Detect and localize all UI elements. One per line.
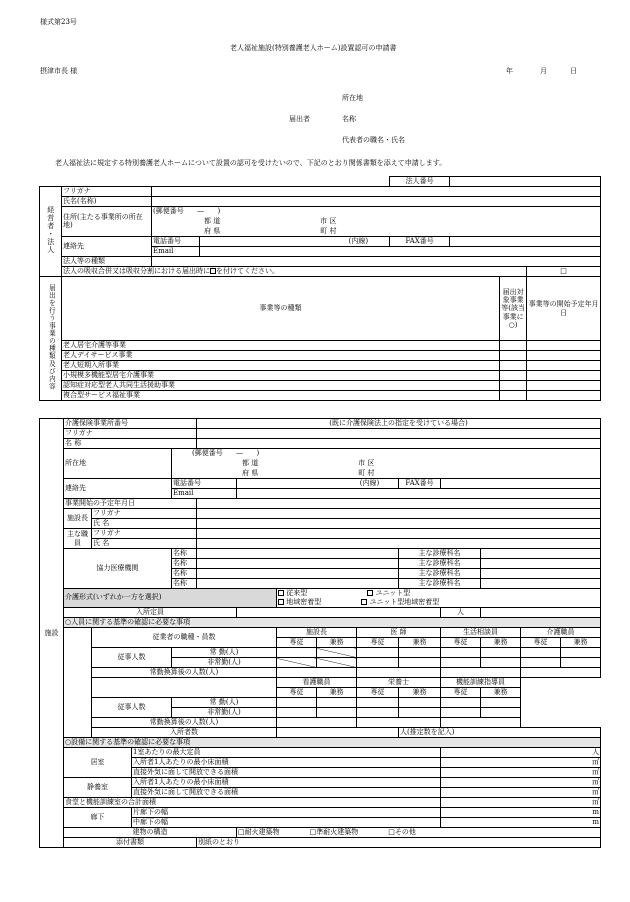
biz-start-cell[interactable] <box>527 371 601 381</box>
room-window-field[interactable]: ㎡ <box>441 768 601 778</box>
fte-cell[interactable] <box>277 668 357 678</box>
col-senju: 専従 <box>357 638 399 648</box>
head-name-label: 氏 名 <box>92 519 197 529</box>
capacity-unit: 人 <box>441 608 481 618</box>
head-label: 施設長 <box>64 509 92 529</box>
job-head: 栄養士 <box>357 678 441 688</box>
fte-cell[interactable] <box>521 668 601 678</box>
coop-name-label: 名称 <box>172 579 197 589</box>
main-kana-field[interactable] <box>197 529 601 539</box>
coop-subject-field[interactable] <box>481 549 601 559</box>
fax-field[interactable] <box>450 237 601 247</box>
col-kenmu: 兼務 <box>317 688 357 698</box>
staff-cell[interactable] <box>357 658 399 668</box>
job-head: 看護職員 <box>277 678 357 688</box>
biz-item: 複合型サービス福祉事業 <box>62 391 500 401</box>
staff-count-label: 従事人数 <box>92 698 172 718</box>
col-senju: 専従 <box>277 688 317 698</box>
biz-target-cell[interactable] <box>500 381 527 391</box>
coop-subject-label: 主な診療科名 <box>399 559 481 569</box>
coop-subject-label: 主な診療科名 <box>399 549 481 559</box>
start-date-label: 事業開始の予定年月日 <box>64 499 197 509</box>
checkbox-icon <box>361 599 367 605</box>
coop-subject-label: 主な診療科名 <box>399 579 481 589</box>
capacity-field[interactable] <box>237 608 441 618</box>
applicant-table <box>39 176 601 401</box>
col-kenmu: 兼務 <box>481 688 521 698</box>
dining-label: 食堂と機能訓練室の合計面積 <box>64 798 441 808</box>
fte-cell[interactable] <box>441 718 521 728</box>
corp-type-field[interactable] <box>152 257 601 267</box>
job-title-label: 従業者の職種・員数 <box>92 628 277 648</box>
facility-table <box>39 418 601 848</box>
ins-no-label: 介護保険事業所番号 <box>64 419 197 429</box>
address-label: 住所(主たる事業所の所在地) <box>62 207 152 237</box>
furigana-label: フリガナ <box>62 187 152 197</box>
biz-target-cell[interactable] <box>500 391 527 401</box>
attach-label: 添付書類 <box>64 838 197 848</box>
applicant-address: 所在地 <box>342 94 363 102</box>
name-field[interactable] <box>152 197 601 207</box>
biz-target-cell[interactable] <box>500 371 527 381</box>
indent <box>64 628 92 648</box>
biz-item: 老人居宅介護等事業 <box>62 341 500 351</box>
staff-cell[interactable] <box>277 648 317 658</box>
name-label: 氏名(名称) <box>62 197 152 207</box>
indent <box>64 648 92 678</box>
staff-count-label: 従事人数 <box>92 648 172 668</box>
applicant-rep: 代表者の職名・氏名 <box>342 136 405 144</box>
col-kenmu: 兼務 <box>481 638 521 648</box>
main-name-field[interactable] <box>197 539 601 549</box>
col-kenmu: 兼務 <box>561 638 601 648</box>
structure-options[interactable]: □耐火建築物 □準耐火建築物 □その他 <box>237 828 601 838</box>
biz-item: 認知症対応型老人共同生活援助事業 <box>62 381 500 391</box>
main-kana-label: フリガナ <box>92 529 197 539</box>
fac-city-row: 府 県 町 村 <box>172 469 601 479</box>
coop-name-label: 名称 <box>172 549 197 559</box>
indent <box>64 678 92 698</box>
form-number: 様式第23号 <box>40 18 77 26</box>
capacity-blank <box>481 608 601 618</box>
job-head: 生活相談員 <box>441 628 521 638</box>
col-senju: 専従 <box>441 688 481 698</box>
hall-label: 廊下 <box>64 808 132 828</box>
staff-cell-na <box>317 658 357 668</box>
fte-cell[interactable] <box>441 668 521 678</box>
biz-start-cell[interactable] <box>527 361 601 371</box>
fac-email-label: Email <box>172 489 237 499</box>
email-field[interactable] <box>200 247 601 257</box>
coop-name-field[interactable] <box>197 579 399 589</box>
fac-name-field[interactable] <box>197 439 601 449</box>
room-label: 居室 <box>64 748 132 778</box>
start-date-field[interactable] <box>197 499 601 509</box>
job-head: 施設長 <box>277 628 357 638</box>
hijoukin-label: 非常勤(人) <box>172 708 277 718</box>
staff-cell[interactable] <box>317 698 357 708</box>
residents-field[interactable] <box>277 728 399 738</box>
fac-fax-label: FAX番号 <box>399 479 441 489</box>
room-max-label: 1室あたりの最大定員 <box>132 748 441 758</box>
staff-cell-na <box>277 658 317 668</box>
fac-furigana-label: フリガナ <box>64 429 197 439</box>
biz-item: 老人短期入所事業 <box>62 361 500 371</box>
staff-cell[interactable] <box>441 708 481 718</box>
tel-field[interactable]: (内線) <box>200 237 390 247</box>
main-name-label: 氏 名 <box>92 539 197 549</box>
facility-section-label: 施設 <box>40 419 64 848</box>
blank <box>92 678 277 698</box>
hall-one-field[interactable]: m <box>441 808 601 818</box>
col-kenmu: 兼務 <box>317 638 357 648</box>
blank <box>521 698 601 728</box>
staff-cell[interactable] <box>521 658 561 668</box>
checkbox-icon <box>367 590 373 596</box>
fte-cell[interactable] <box>277 718 357 728</box>
coop-name-label: 名称 <box>172 559 197 569</box>
quiet-area-label: 入所者1人あたりの最小床面積 <box>132 778 441 788</box>
fac-fax-field[interactable] <box>441 479 601 489</box>
col-kenmu: 兼務 <box>399 638 441 648</box>
fac-contact-label: 連絡先 <box>64 479 172 499</box>
staff-cell[interactable] <box>561 648 601 658</box>
furigana-field[interactable] <box>152 187 601 197</box>
form-title: 老人福祉施設(特別養護老人ホーム)設置認可の申請書 <box>230 44 397 52</box>
staff-cell[interactable] <box>441 648 481 658</box>
checkbox-icon <box>278 590 284 596</box>
staff-section-header: ○人員に関する基準の確認に必要な事項 <box>64 618 601 628</box>
staff-cell[interactable] <box>399 658 441 668</box>
coop-name-field[interactable] <box>197 569 399 579</box>
applicant-name: 名称 <box>342 115 356 123</box>
business-section-label: 届出を行う事業の種類及び内容 <box>40 277 62 401</box>
fac-postal-row[interactable]: (郵便番号 — ) <box>172 449 601 459</box>
col-senju: 専従 <box>277 638 317 648</box>
room-area-field[interactable]: ㎡ <box>441 758 601 768</box>
fac-name-label: 名 称 <box>64 439 197 449</box>
fte-label: 常勤換算後の人数(人) <box>92 668 277 678</box>
residents-note: 人(推定数を記入) <box>399 728 601 738</box>
coop-subject-field[interactable] <box>481 559 601 569</box>
staff-cell[interactable] <box>399 648 441 658</box>
staff-cell[interactable] <box>441 658 481 668</box>
fac-pref-row: 都 道 市 区 <box>172 459 601 469</box>
col-kenmu: 兼務 <box>399 688 441 698</box>
coop-label: 協力医療機関 <box>64 549 172 589</box>
staff-cell[interactable] <box>481 708 521 718</box>
head-kana-field[interactable] <box>197 509 601 519</box>
staff-cell[interactable] <box>521 648 561 658</box>
biz-target-cell[interactable] <box>500 341 527 351</box>
biz-start-cell[interactable] <box>527 351 601 361</box>
room-area-label: 入所者1人あたりの最小床面積 <box>132 758 441 768</box>
care-mode-options[interactable]: 従来型 ユニット型 地域密着型 ユニット型地域密着型 <box>277 589 601 608</box>
residents-label: 入所者数 <box>92 728 277 738</box>
fac-furigana-field[interactable] <box>197 429 601 439</box>
biz-target-cell[interactable] <box>500 351 527 361</box>
biz-start-cell[interactable] <box>527 391 601 401</box>
tel-label: 電話番号 <box>152 237 200 247</box>
col-senju: 専従 <box>521 638 561 648</box>
merger-note: 法人の吸収合併又は吸収分割における届出時に を付けてください。 <box>62 267 527 277</box>
staff-cell[interactable] <box>481 658 521 668</box>
corp-type-label: 法人等の種類 <box>62 257 152 267</box>
ins-no-note: (既に介護保険法上の指定を受けている場合) <box>197 419 601 429</box>
capacity-label: 入所定員 <box>64 608 237 618</box>
hall-one-label: 片廊下の幅 <box>132 808 441 818</box>
quiet-area-field[interactable]: ㎡ <box>441 778 601 788</box>
fte-cell[interactable] <box>357 718 441 728</box>
operator-section-label: 経営者・法人 <box>40 187 62 277</box>
start-header: 事業等の開始予定年月日 <box>527 277 601 341</box>
quiet-label: 静養室 <box>64 778 132 798</box>
col-senju: 専従 <box>357 688 399 698</box>
statement: 老人福祉法に規定する特別養護老人ホームについて設置の認可を受けたいので、下記のとおり関係書類を添えて申請します。 <box>55 159 447 167</box>
job-head: 機能訓練指導員 <box>441 678 521 688</box>
head-name-field[interactable] <box>197 519 601 529</box>
date-month: 月 <box>540 67 547 75</box>
hall-mid-label: 中廊下の幅 <box>132 818 441 828</box>
care-mode-label: 介護形式(いずれか一方を選択) <box>64 589 277 608</box>
contact-label: 連絡先 <box>62 237 152 257</box>
fte-cell[interactable] <box>357 668 441 678</box>
indent <box>64 698 92 728</box>
date-day: 日 <box>570 67 577 75</box>
staff-cell[interactable] <box>357 698 399 708</box>
structure-label: 建物の構造 <box>64 828 237 838</box>
applicant-label: 届出者 <box>289 115 310 123</box>
address-city-row: 府 県 町 村 <box>152 227 601 237</box>
staff-cell-na <box>317 648 357 658</box>
col-senju: 専従 <box>441 638 481 648</box>
biz-type-header: 事業等の種類 <box>62 277 500 341</box>
staff-cell[interactable] <box>357 648 399 658</box>
main-staff-label: 主な職員 <box>64 529 92 549</box>
job-head: 医 師 <box>357 628 441 638</box>
joukin-label: 常 勤(人) <box>172 648 277 658</box>
addressee: 摂津市長 様 <box>40 67 78 75</box>
indent <box>64 728 92 738</box>
staff-cell[interactable] <box>399 698 441 708</box>
staff-cell[interactable] <box>441 698 481 708</box>
corp-number-field[interactable] <box>450 177 601 187</box>
biz-start-cell[interactable] <box>527 341 601 351</box>
staff-cell[interactable] <box>481 698 521 708</box>
postal-row[interactable]: (郵便番号 — ) <box>152 207 601 217</box>
coop-name-field[interactable] <box>197 559 399 569</box>
room-window-label: 直接外気に面して開放できる面積 <box>132 768 441 778</box>
staff-cell[interactable] <box>399 708 441 718</box>
staff-cell[interactable] <box>561 658 601 668</box>
biz-item: 小規模多機能型居宅介護事業 <box>62 371 500 381</box>
fac-email-field[interactable] <box>237 489 601 499</box>
fax-label: FAX番号 <box>390 237 450 247</box>
checkbox-icon <box>278 599 284 605</box>
coop-name-label: 名称 <box>172 569 197 579</box>
address-pref-row: 都 道 市 区 <box>152 217 601 227</box>
quiet-window-label: 直接外気に面して開放できる面積 <box>132 788 441 798</box>
coop-subject-field[interactable] <box>481 579 601 589</box>
date-year: 年 <box>506 67 513 75</box>
fac-loc-label: 所在地 <box>64 449 172 479</box>
biz-start-cell[interactable] <box>527 381 601 391</box>
hall-mid-field[interactable]: m <box>441 818 601 828</box>
coop-name-field[interactable] <box>197 549 399 559</box>
staff-cell[interactable] <box>317 708 357 718</box>
staff-cell[interactable] <box>277 698 317 708</box>
staff-cell[interactable] <box>277 708 317 718</box>
staff-cell[interactable] <box>481 648 521 658</box>
biz-target-cell[interactable] <box>500 361 527 371</box>
coop-subject-field[interactable] <box>481 569 601 579</box>
hijoukin-label: 非常勤(人) <box>172 658 277 668</box>
fac-tel-field[interactable]: (内線) <box>237 479 399 489</box>
email-label: Email <box>152 247 200 257</box>
job-head: 介護職員 <box>521 628 601 638</box>
fac-tel-label: 電話番号 <box>172 479 237 489</box>
biz-item: 老人デイサービス事業 <box>62 351 500 361</box>
joukin-label: 常 勤(人) <box>172 698 277 708</box>
head-kana-label: フリガナ <box>92 509 197 519</box>
merger-checkbox[interactable]: □ <box>527 267 601 277</box>
quiet-window-field[interactable]: ㎡ <box>441 788 601 798</box>
coop-subject-label: 主な診療科名 <box>399 569 481 579</box>
dining-field[interactable]: ㎡ <box>441 798 601 808</box>
attach-value: 別紙のとおり <box>197 838 601 848</box>
blank <box>521 678 601 698</box>
target-header: 届出対象事業等(該当事業に○) <box>500 277 527 341</box>
staff-cell[interactable] <box>357 708 399 718</box>
fte-label: 常勤換算後の人数(人) <box>92 718 277 728</box>
corp-number-label: 法人番号 <box>390 177 450 187</box>
room-max-field[interactable]: 人 <box>441 748 601 758</box>
facility-section-header: ○設備に関する基準の確認に必要な事項 <box>64 738 601 748</box>
